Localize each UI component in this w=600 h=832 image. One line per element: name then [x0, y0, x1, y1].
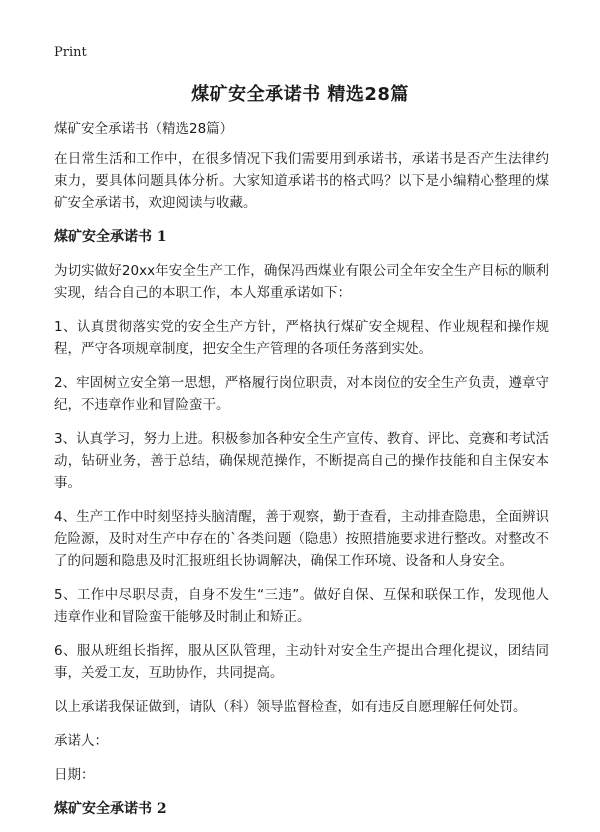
document-body	[54, 118, 549, 832]
date-label: 日期：	[54, 767, 95, 783]
section-heading-2: 煤矿安全承诺书 2	[54, 801, 167, 817]
commitment-item-1: 1、认真贯彻落实党的安全生产方针，严格执行煤矿安全规程、作业规程和操作规程，严守各项规章制度，把安全生产管理的各项任务落到实处。	[54, 319, 549, 357]
page-title: 煤矿安全承诺书 精选28篇	[191, 84, 409, 105]
commitment-item-4: 4、生产工作中时刻坚持头脑清醒，善于观察，勤于查看，主动排查隐患，全面辨识危险源，及时对生产中存在的`各类问题（隐患）按照措施要求进行整改。对整改不了的问题和隐患及时汇报班组长协调解决，确保工作环境、设备和人身安全。	[54, 509, 549, 569]
commitment-item-6: 6、服从班组长指挥，服从区队管理，主动针对安全生产提出合理化提议，团结同事，关爱工友，互助协作，共同提高。	[54, 643, 549, 681]
commitment-item-5: 5、工作中尽职尽责，自身不发生“三违”。做好自保、互保和联保工作，发现他人违章作业和冒险蛮干能够及时制止和矫正。	[54, 587, 549, 625]
commitment-item-2: 2、牢固树立安全第一思想，严格履行岗位职责，对本岗位的安全生产负责，遵章守纪，不违章作业和冒险蛮干。	[54, 375, 549, 413]
section1-closing: 以上承诺我保证做到，请队（科）领导监督检查，如有违反自愿理解任何处罚。	[54, 699, 527, 715]
section1-opening: 为切实做好20xx年安全生产工作，确保冯西煤业有限公司全年安全生产目标的顺利实现，结合自己的本职工作，本人郑重承诺如下：	[54, 263, 549, 301]
section-heading-1: 煤矿安全承诺书 1	[54, 229, 167, 245]
intro-paragraph: 在日常生活和工作中，在很多情况下我们需要用到承诺书，承诺书是否产生法律约束力，要具体问题具体分析。大家知道承诺书的格式吗？以下是小编精心整理的煤矿安全承诺书，欢迎阅读与收藏。	[54, 151, 549, 211]
signer-label: 承诺人：	[54, 733, 108, 749]
commitment-item-3: 3、认真学习，努力上进。积极参加各种安全生产宣传、教育、评比、竞赛和考试活动，钻研业务，善于总结，确保规范操作，不断提高自己的操作技能和自主保安本事。	[54, 431, 549, 491]
print-link[interactable]: Print	[54, 45, 87, 60]
document-subtitle: 煤矿安全承诺书（精选28篇）	[54, 121, 234, 137]
